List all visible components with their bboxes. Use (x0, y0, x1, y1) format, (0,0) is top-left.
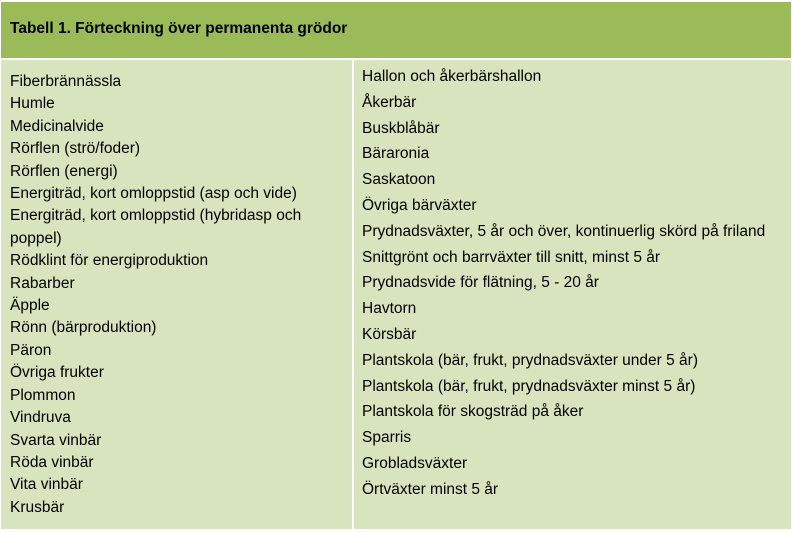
list-item: Prydnadsvide för flätning, 5 - 20 år (362, 274, 599, 292)
right-crop-list (362, 64, 785, 503)
list-item: Grobladsväxter (362, 454, 468, 472)
list-item: Övriga frukter (10, 364, 104, 382)
list-item: Plantskola (bär, frukt, prydnadsväxter minst 5 år) (362, 377, 696, 395)
table-header (1, 2, 791, 60)
table-title: Tabell 1. Förteckning över permanenta grödor (10, 20, 348, 37)
list-item: Örtväxter minst 5 år (362, 480, 499, 498)
list-item: Plantskola (bär, frukt, prydnadsväxter under 5 år) (362, 351, 698, 369)
list-item: Energiträd, kort omloppstid (asp och vide) (10, 185, 297, 203)
list-item: Prydnadsväxter, 5 år och över, kontinuerlig skörd på friland (362, 222, 766, 240)
list-item: Rörflen (strö/foder) (10, 140, 141, 158)
list-item: Röda vinbär (10, 453, 94, 471)
list-item: Energiträd, kort omloppstid (hybridasp och poppel) (10, 207, 302, 247)
list-item: Sparris (362, 429, 412, 447)
crops-table (1, 2, 791, 529)
list-item: Körsbär (362, 325, 417, 343)
list-item: Medicinalvide (10, 117, 104, 135)
list-item: Plommon (10, 386, 76, 404)
list-item: Rabarber (10, 274, 75, 292)
list-item: Rödklint för energiproduktion (10, 252, 209, 270)
list-item: Rönn (bärproduktion) (10, 319, 157, 337)
list-item: Hallon och åkerbärshallon (362, 68, 542, 85)
list-item: Päron (10, 341, 52, 359)
right-column-cell (354, 60, 791, 529)
list-item: Krusbär (10, 498, 65, 516)
left-crop-list (10, 71, 346, 519)
list-item: Rörflen (energi) (10, 162, 118, 180)
list-item: Havtorn (362, 300, 417, 318)
list-item: Övriga bärväxter (362, 196, 477, 214)
list-item: Plantskola för skogsträd på åker (362, 403, 584, 421)
list-item: Snittgrönt och barrväxter till snitt, minst 5 år (362, 248, 661, 266)
list-item: Åkerbär (362, 93, 417, 111)
list-item: Bäraronia (362, 145, 430, 163)
list-item: Fiberbrännässla (10, 73, 122, 90)
list-item: Äpple (10, 297, 50, 315)
list-item: Vita vinbär (10, 476, 83, 494)
left-column-cell (1, 60, 354, 529)
list-item: Vindruva (10, 409, 71, 427)
list-item: Humle (10, 95, 55, 113)
list-item: Buskblåbär (362, 119, 440, 137)
list-item: Svarta vinbär (10, 431, 102, 449)
list-item: Saskatoon (362, 171, 436, 189)
